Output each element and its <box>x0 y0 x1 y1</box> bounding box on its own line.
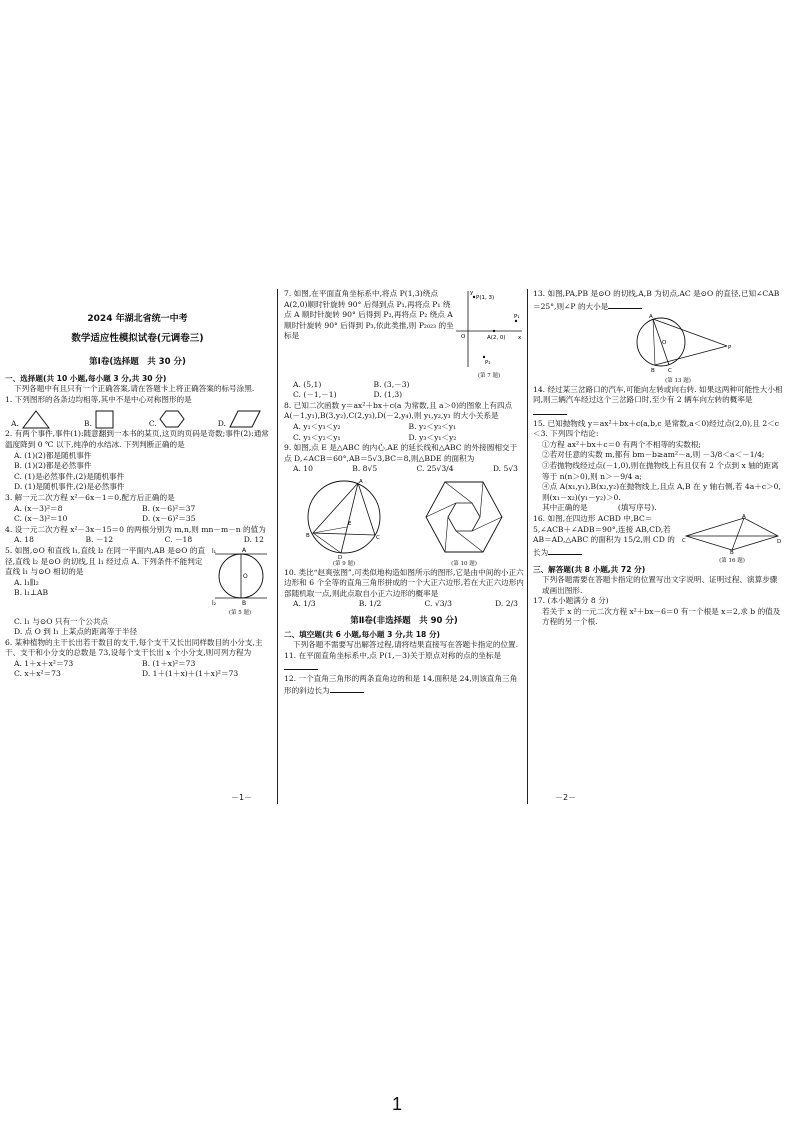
q16-figure-caption: (第 16 题) <box>719 557 745 564</box>
question-17: 若关于 x 的一元二次方程 x²＋bx－6＝0 有一个根是 x＝2,求 b 的值及方程的另一个根. <box>542 606 781 627</box>
question-10: 10. 类比“赵爽弦图”,可类似地构造如图所示的图形,它是由中间的小正六边形和 6 个全等的直角三角形拼成的一个大正六边形,若在大正六边形内部随机取一点,则此点取自小正六边形的概率是 <box>284 567 524 598</box>
column-divider-1 <box>277 289 278 804</box>
q1-option-c-label: C. <box>148 418 157 428</box>
svg-text:E: E <box>348 520 352 527</box>
q7-option-d: D. (1,3) <box>373 390 403 400</box>
q5-block <box>5 546 270 617</box>
exam-subtitle: 数学适应性模拟试卷(元调卷三) <box>71 333 204 344</box>
q1-option-d-label: D. <box>217 418 226 428</box>
question-11-text: 11. 在平面直角坐标系中,点 P(1,－3)关于原点对称的点的坐标是 <box>284 650 502 660</box>
q16-answer-blank <box>548 546 582 555</box>
svg-text:O: O <box>243 572 248 580</box>
q13-block <box>533 289 783 312</box>
q3-options <box>5 504 270 525</box>
q10-option-b: B. 1/2 <box>358 599 382 609</box>
q9-option-c: C. 25√3/4 <box>416 464 454 474</box>
q9-q10-figures <box>284 477 524 568</box>
q9-option-d: D. 5√3 <box>492 464 518 474</box>
svg-text:B: B <box>730 549 734 556</box>
question-13 <box>533 289 783 312</box>
column-3 <box>533 289 783 628</box>
svg-text:x: x <box>518 335 522 341</box>
question-6: 6. 某种植物的主干长出若干数目的支干,每个支干又长出同样数目的小分支,主干、支干和小分支的总数是 73,设每个支干长出 x 个小分支,则可列方程为 <box>5 637 263 658</box>
question-1: 1. 下列图形的各条边均相等,其中不是中心对称图形的是 <box>5 394 192 404</box>
svg-text:P₂: P₂ <box>485 360 491 366</box>
q4-options <box>5 535 270 546</box>
inscribed-triangle-diagram <box>303 477 385 561</box>
column-2 <box>284 289 524 697</box>
q10-figure-caption: (第 10 题) <box>451 560 477 567</box>
svg-text:A: A <box>359 478 363 485</box>
q2-option-d: D. (1)是随机事件,(2)是必然事件 <box>14 482 125 492</box>
svg-text:A: A <box>242 546 247 554</box>
q4-option-b: B. －12 <box>85 535 114 545</box>
q10-option-c: C. √3/3 <box>424 599 452 609</box>
q3-option-d: D. (x－6)²＝35 <box>142 514 196 524</box>
q8-option-a: A. y₁＜y₃＜y₂ <box>293 421 341 431</box>
question-5: 5. 如图,⊙O 和直线 l₁,直线 l₂ 在同一平面内,AB 是⊙O 的直径,直线 l₂ 是⊙O 的切线,且 l₁ 经过点 A. 下列条件不能判定直线 l₁ 与⊙O 相切的是 <box>5 545 206 577</box>
circle-tangent-diagram <box>211 546 269 606</box>
square-shape <box>94 409 116 429</box>
column-1 <box>5 289 270 680</box>
svg-text:C: C <box>376 534 380 541</box>
svg-text:C: C <box>668 368 672 375</box>
q2-option-a: A. (1)(2)都是随机事件 <box>14 450 92 460</box>
svg-text:y: y <box>470 290 474 296</box>
hexagon-shape <box>159 409 185 429</box>
question-15: 15. 已知抛物线 y＝ax²＋bx＋c(a,b,c 是常数,a＜0)经过点(2,0),且 2＜c＜3. 下列四个结论: <box>533 418 780 439</box>
q4-option-c: C. －18 <box>164 535 193 545</box>
page-footer-1: －1－ <box>231 793 253 802</box>
question-2: 2. 有两个事件,事件(1):随意翻到一本书的某页,这页的页码是奇数;事件(2):通常温度降到 0 ℃ 以下,纯净的水结冰. 下列判断正确的是 <box>5 429 269 449</box>
q6-option-c: C. x＋x²＝73 <box>14 669 61 679</box>
question-12 <box>284 674 524 697</box>
q13-figure <box>533 312 783 385</box>
svg-text:P₁: P₁ <box>514 314 520 320</box>
question-9: 9. 如图,点 E 是△ABC 的内心,AE 的延长线和△ABC 的外接圆相交于点 D,∠ACB＝60°,AB＝5√3,BC＝8,则△BDE 的面积为 <box>284 443 518 463</box>
q9-figure-caption: (第 9 题) <box>332 560 356 567</box>
svg-text:P: P <box>728 345 732 352</box>
q5-option-d: D. 点 O 到 l₁ 上某点的距离等于半径 <box>14 627 138 637</box>
q1-option-b-label: B. <box>83 418 92 428</box>
q9-figure <box>303 477 385 568</box>
q10-options <box>284 599 524 610</box>
svg-text:B: B <box>651 368 655 375</box>
svg-text:l₂: l₂ <box>212 599 217 607</box>
q1-option-a <box>11 407 51 429</box>
q15-item-3: ③若抛物线经过点(－1,0),则在抛物线上有且仅有 2 个点到 x 轴的距离等于 n(n＞0),则 n＞－9/4 a; <box>542 460 779 481</box>
q15-item-4: ④点 A(x₁,y₁),B(x₂,y₂)在抛物线上,且点 A,B 在 y 轴右侧,若 4a＋c＞0,则(x₁－x₂)(y₁－y₂)＞0. <box>542 482 781 502</box>
q5-figure <box>210 546 270 617</box>
q1-option-d <box>218 407 262 429</box>
q13-figure-caption: (第 13 题) <box>665 377 691 384</box>
q1-option-c <box>149 407 185 429</box>
q5-option-a: A. l₁∥l₂ <box>14 577 39 587</box>
q3-option-c: C. (x－3)²＝10 <box>14 514 68 524</box>
q15-item-1: ①方程 ax²＋bx＋c＝0 有两个不相等的实数根; <box>542 439 701 449</box>
q5-option-c: C. l₁ 与⊙O 只有一个公共点 <box>14 616 109 626</box>
section2-instructions: 下列各题不需要写出解答过程,请将结果直接写在答题卡指定的位置. <box>293 640 519 650</box>
svg-text:D: D <box>338 554 343 561</box>
q7-figure-caption: (第 7 题) <box>477 372 501 379</box>
coordinate-plane-diagram <box>454 289 524 369</box>
svg-text:C: C <box>682 537 686 544</box>
svg-text:B: B <box>306 532 310 539</box>
svg-text:B: B <box>242 599 247 607</box>
q5-option-b: B. l₁⊥AB <box>14 588 49 598</box>
q8-option-b: B. y₂＜y₃＜y₁ <box>408 421 457 431</box>
quadrilateral-diagram <box>682 514 782 554</box>
q5-figure-caption: (第 5 题) <box>228 609 252 616</box>
q7-figure <box>454 289 524 380</box>
q15-item-2: ②若对任意的实数 m,都有 bm－b≥am²－a,则 －3/8＜a＜－1/4; <box>542 450 765 460</box>
q6-options <box>5 659 270 680</box>
q8-options <box>284 422 524 443</box>
q3-option-b: B. (x－6)²＝37 <box>142 503 196 513</box>
part1-title: 第Ⅰ卷(选择题 共 30 分) <box>89 357 186 367</box>
tangent-lines-circle-diagram <box>623 312 733 374</box>
q14-answer-blank <box>533 406 567 415</box>
question-16 <box>533 514 681 558</box>
q7-option-c: C. (－1,－1) <box>293 390 337 400</box>
svg-text:O: O <box>662 340 667 347</box>
question-4: 4. 设一元二次方程 x²－3x－15＝0 的两根分别为 m,n,则 mn－m－n 的值为 <box>5 524 266 534</box>
section1-instructions: 下列各题中有且只有一个正确答案,请在答题卡上将正确答案的标号涂黑. <box>14 384 255 394</box>
column-divider-2 <box>527 289 528 804</box>
q10-option-a: A. 1/3 <box>293 599 316 609</box>
q1-shape-options <box>5 405 270 429</box>
question-13-text: 13. 如图,PA,PB 是⊙O 的切线,A,B 为切点,AC 是⊙O 的直径,已知∠CAB＝25°,则∠P 的大小是 <box>533 289 780 311</box>
q16-figure <box>681 514 783 565</box>
q10-option-d: D. 2/3 <box>495 599 518 609</box>
section3-title: 三、解答题(共 8 小题,共 72 分) <box>533 564 646 574</box>
q7-options <box>284 380 524 401</box>
q1-option-a-label: A. <box>11 418 19 428</box>
part2-title: 第Ⅱ卷(非选择题 共 90 分) <box>350 615 458 626</box>
question-3: 3. 解一元二次方程 x²－6x－1＝0,配方后正确的是 <box>5 492 175 502</box>
question-8: 8. 已知二次函数 y＝ax²＋bx＋c(a 为常数,且 a＞0)的图象上有四点 A(－1,y₁),B(3,y₂),C(2,y₃),D(－2,y₄),则 y₁,y₂,y₃ 的大小关系是 <box>284 400 513 421</box>
q4-option-d: D. 12 <box>243 535 264 545</box>
q6-option-d: D. 1＋(1＋x)＋(1＋x)²＝73 <box>142 669 239 679</box>
question-16-text: 16. 如图,在四边形 ACBD 中,BC＝5,∠ACB＋∠ADB＝90°,连接 AB,CD,若 AB＝AD,△ABC 的面积为 15/2,则 CD 的长为 <box>533 513 675 557</box>
q10-figure <box>423 477 505 568</box>
q9-options <box>284 464 524 475</box>
section1-title: 一、选择题(共 10 小题,每小题 3 分,共 30 分) <box>5 373 167 383</box>
q6-option-b: B. (1＋x)²＝73 <box>142 658 196 668</box>
q13-answer-blank <box>608 300 642 309</box>
svg-text:P(1, 3): P(1, 3) <box>476 295 495 301</box>
q7-option-b: B. (3,－3) <box>373 379 410 389</box>
svg-text:O: O <box>461 334 466 340</box>
q15-tail: 其中正确的是 (填写序号). <box>542 503 657 513</box>
q8-option-d: D. y₃＜y₁＜y₂ <box>408 432 457 442</box>
svg-text:A: A <box>649 314 653 321</box>
section2-title: 二、填空题(共 6 小题,每小题 3 分,共 18 分) <box>284 629 441 639</box>
q7-option-a: A. (5,1) <box>293 379 322 389</box>
question-14-text: 14. 经过某三岔路口的汽车,可能向左转或向右转. 如果这两种可能性大小相同,则三辆汽车经过这个三岔路口时,至少有 2 辆车向左转的概率是 <box>533 384 783 405</box>
q2-option-c: C. (1)是必然事件,(2)是随机事件 <box>14 471 125 481</box>
exam-sheet <box>3 289 791 804</box>
q8-option-c: C. y₃＜y₂＜y₁ <box>293 432 341 442</box>
q3-option-a: A. (x－3)²＝8 <box>14 503 63 513</box>
page-number: 1 <box>391 1094 402 1114</box>
question-14 <box>533 385 783 419</box>
q16-block <box>533 514 783 565</box>
hexagon-pinwheel-diagram <box>423 477 505 557</box>
q9-option-b: B. 8√5 <box>352 464 378 474</box>
question-17-heading: 17. (本小题满分 8 分) <box>533 596 609 606</box>
section3-instructions: 下列各题需要在答题卡指定的位置写出文字说明、证明过程、演算步骤或画出图形. <box>542 575 778 595</box>
svg-text:D: D <box>777 538 782 545</box>
q9-option-a: A. 10 <box>293 464 313 474</box>
q7-block <box>284 289 524 380</box>
svg-text:A(2, 0): A(2, 0) <box>487 335 506 341</box>
q1-option-b <box>84 407 116 429</box>
q2-option-b: B. (1)(2)都是必然事件 <box>14 461 92 471</box>
q6-option-a: A. 1＋x＋x²＝73 <box>14 658 74 668</box>
q12-answer-blank <box>330 684 364 693</box>
svg-text:l₁: l₁ <box>212 547 217 555</box>
triangle-shape <box>21 409 51 429</box>
question-12-text: 12. 一个直角三角形的两条直角边的和是 14,面积是 24,则该直角三角形的斜边长为 <box>284 673 518 696</box>
rhombus-shape <box>228 409 262 429</box>
question-7: 7. 如图,在平面直角坐标系中,将点 P(1,3)绕点 A(2,0)顺时针旋转 90° 后得到点 P₁,再将点 P₁ 绕点 A 顺时针旋转 90° 后得到 P₂,再将点 P₂ 绕点 A 顺时针旋转 90° 后得到 P₃,依此类推,则 P₂₀₂₃ 的坐标是 <box>284 289 454 341</box>
exam-title: 2024 年湖北省统一中考 <box>87 314 188 324</box>
q4-option-a: A. 18 <box>14 535 34 545</box>
svg-text:A: A <box>742 513 746 520</box>
q11-answer-blank <box>284 661 318 670</box>
page-footer-2: －2－ <box>555 793 577 802</box>
question-11 <box>284 651 524 674</box>
